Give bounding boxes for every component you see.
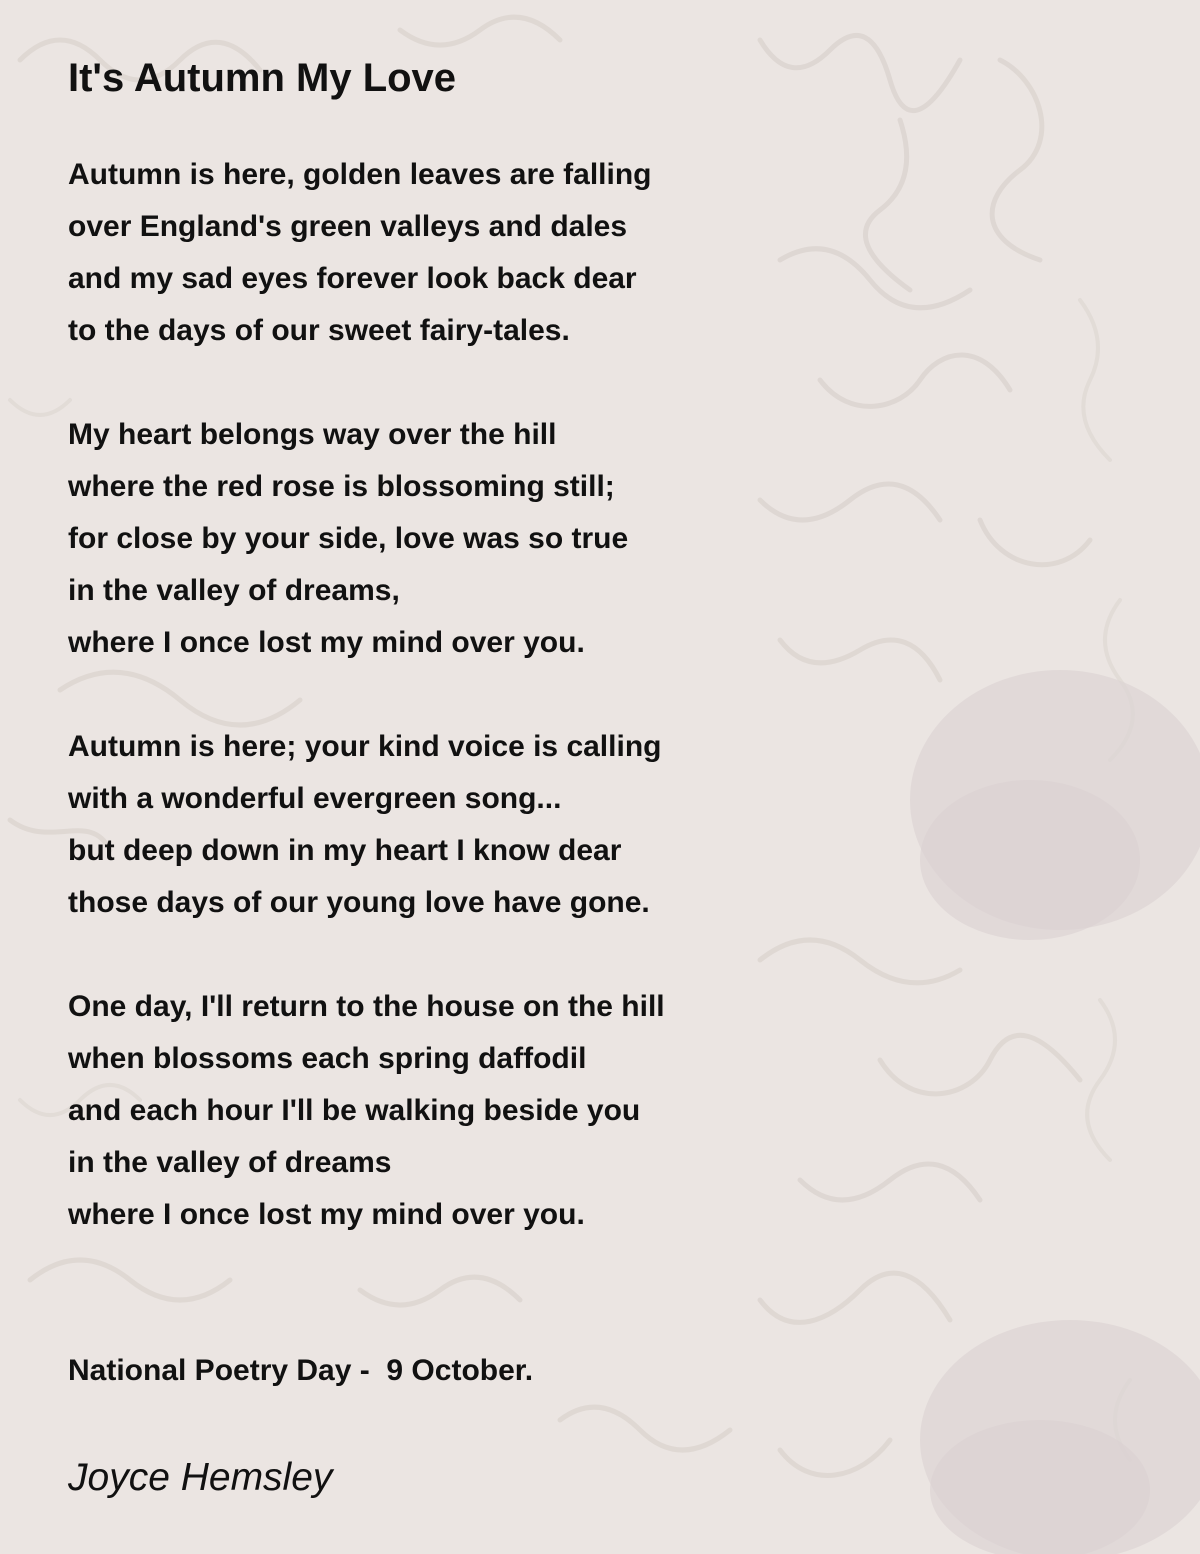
stanza-1 <box>68 149 665 357</box>
poem-line: in the valley of dreams <box>68 1146 392 1179</box>
poem-body <box>68 149 665 1293</box>
poem-line: My heart belongs way over the hill <box>68 418 557 451</box>
poem-line: in the valley of dreams, <box>68 574 400 607</box>
poem-author: Joyce Hemsley <box>68 1456 333 1499</box>
stanza-2 <box>68 409 665 669</box>
poem-line: and my sad eyes forever look back dear <box>68 262 637 295</box>
poem-line: Autumn is here; your kind voice is calling <box>68 730 662 763</box>
stanza-4 <box>68 981 665 1241</box>
poem-line: for close by your side, love was so true <box>68 522 629 555</box>
poem-line: One day, I'll return to the house on the hill <box>68 990 665 1023</box>
poem-line: where I once lost my mind over you. <box>68 626 585 659</box>
poem-line: to the days of our sweet fairy-tales. <box>68 314 570 347</box>
poem-line: where I once lost my mind over you. <box>68 1198 585 1231</box>
poem-line: but deep down in my heart I know dear <box>68 834 622 867</box>
poem-line: where the red rose is blossoming still; <box>68 470 615 503</box>
poem-line: over England's green valleys and dales <box>68 210 628 243</box>
poem-line: with a wonderful evergreen song... <box>68 782 562 815</box>
poem-line: Autumn is here, golden leaves are falling <box>68 158 652 191</box>
poem-line: when blossoms each spring daffodil <box>68 1042 587 1075</box>
poem-line: and each hour I'll be walking beside you <box>68 1094 641 1127</box>
poem-line: those days of our young love have gone. <box>68 886 650 919</box>
poem-note: National Poetry Day - 9 October. <box>68 1354 534 1387</box>
poem-title: It's Autumn My Love <box>68 56 457 100</box>
stanza-3 <box>68 721 665 929</box>
